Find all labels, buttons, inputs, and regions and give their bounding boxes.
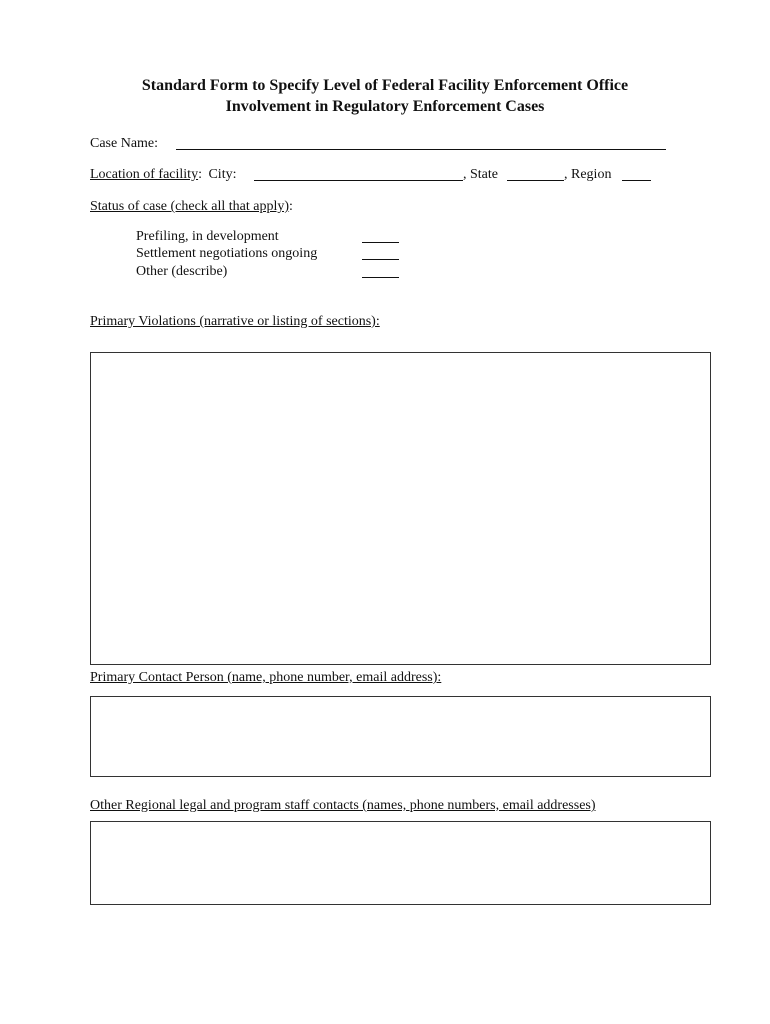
status-option-settlement: Settlement negotiations ongoing	[136, 246, 318, 261]
case-name-row	[90, 135, 158, 152]
contact-textbox[interactable]	[90, 696, 711, 777]
location-row	[90, 166, 236, 183]
form-title-line-2: Involvement in Regulatory Enforcement Cases	[225, 98, 545, 115]
other-contacts-textbox[interactable]	[90, 821, 711, 905]
state-field[interactable]	[507, 167, 564, 181]
city-label: City:	[208, 167, 237, 182]
other-contacts-label: Other Regional legal and program staff contacts (names, phone numbers, email addresses)	[90, 798, 596, 813]
status-check-prefiling[interactable]	[362, 229, 399, 243]
case-name-field[interactable]	[176, 136, 666, 150]
region-label: , Region	[564, 167, 612, 182]
contact-label: Primary Contact Person (name, phone number, email address):	[90, 670, 442, 685]
status-check-settlement[interactable]	[362, 246, 399, 260]
form-title	[0, 75, 770, 117]
location-colon: :	[198, 167, 202, 182]
form-title-line-1: Standard Form to Specify Level of Federal Facility Enforcement Office	[141, 77, 629, 94]
city-field[interactable]	[254, 167, 463, 181]
violations-label: Primary Violations (narrative or listing of sections):	[90, 314, 380, 329]
status-option-other: Other (describe)	[136, 264, 228, 279]
status-row	[90, 198, 293, 215]
status-check-other[interactable]	[362, 264, 399, 278]
case-name-label: Case Name:	[90, 136, 159, 151]
status-colon: :	[289, 199, 293, 214]
violations-textbox[interactable]	[90, 352, 711, 665]
status-option-prefiling: Prefiling, in development	[136, 229, 279, 244]
region-field[interactable]	[622, 167, 651, 181]
state-label: , State	[463, 167, 498, 182]
location-label: Location of facility	[90, 167, 199, 182]
status-label: Status of case (check all that apply)	[90, 199, 290, 214]
